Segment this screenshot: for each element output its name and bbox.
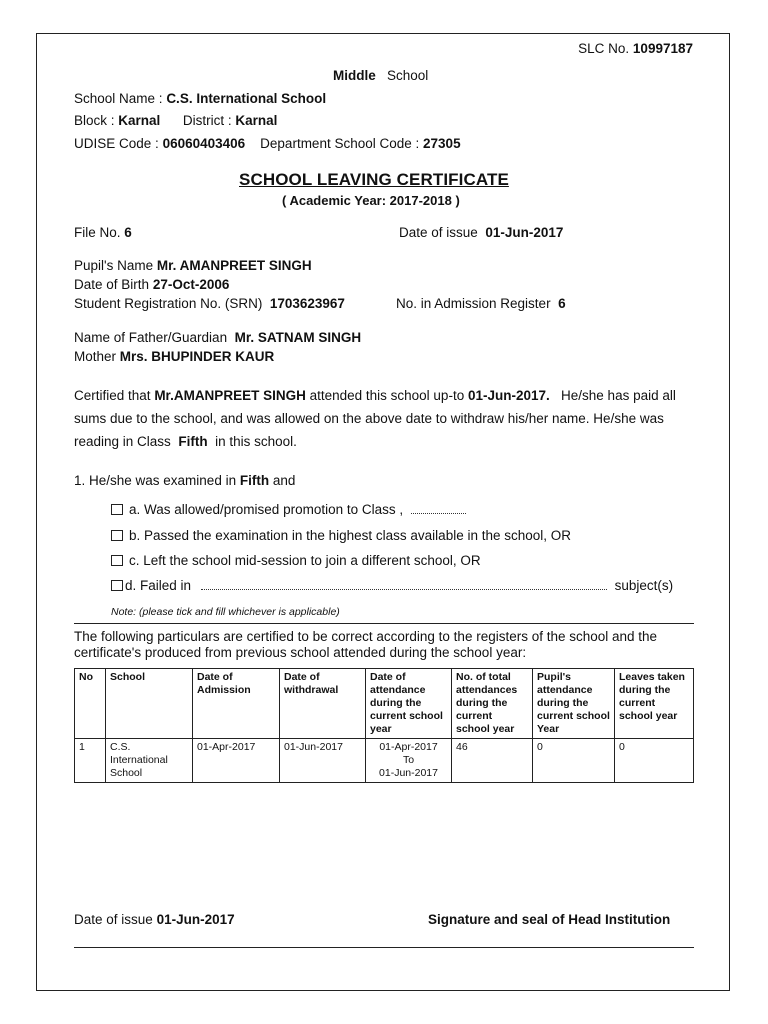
header-no: No: [75, 669, 106, 739]
father-name: Name of Father/Guardian Mr. SATNAM SINGH: [74, 330, 362, 345]
issue-date-bottom: Date of issue 01-Jun-2017: [74, 912, 235, 927]
exam-line: 1. He/she was examined in Fifth and: [74, 473, 296, 488]
pupil-name: Pupil's Name Mr. AMANPREET SINGH: [74, 258, 312, 273]
table-header-row: [75, 669, 694, 739]
option-b: b. Passed the examination in the highest class available in the school, OR: [111, 528, 571, 544]
option-c: c. Left the school mid-session to join a different school, OR: [111, 553, 481, 569]
option-a-checkbox[interactable]: [111, 504, 123, 515]
tick-note: Note: (please tick and fill whichever is applicable): [111, 606, 340, 618]
attendance-to: 01-Jun-2017: [379, 767, 438, 779]
promotion-class-blank[interactable]: [411, 504, 466, 514]
cell-attendance-dates: [366, 739, 452, 783]
certificate-title: SCHOOL LEAVING CERTIFICATE: [239, 170, 509, 189]
issue-date-top: Date of issue 01-Jun-2017: [399, 225, 564, 240]
header-withdrawal: Date of withdrawal: [280, 669, 366, 739]
option-d: d. Failed in subject(s): [111, 578, 673, 594]
option-d-checkbox[interactable]: [111, 580, 123, 591]
header-total-attendances: No. of total attendances during the current school year: [452, 669, 533, 739]
srn-line: Student Registration No. (SRN) 1703623967: [74, 296, 345, 311]
certificate-page: [36, 33, 730, 991]
cell-no: 1: [75, 739, 106, 783]
footer-divider: [74, 947, 694, 948]
school-level: Middle School: [333, 68, 429, 83]
cell-school: C.S. International School: [106, 739, 193, 783]
particulars-intro: The following particulars are certified to be correct according to the registers of the school and the certificate's produced from previous school attended during the school year:: [74, 629, 658, 660]
option-a: a. Was allowed/promised promotion to Class ,: [111, 502, 466, 518]
particulars-table: [74, 668, 694, 783]
attendance-to-word: To: [402, 754, 415, 766]
admission-register: No. in Admission Register 6: [396, 296, 566, 311]
cell-leaves: 0: [615, 739, 694, 783]
file-number: File No. 6: [74, 225, 132, 240]
signature-label: Signature and seal of Head Institution: [428, 912, 671, 927]
mother-name: Mother Mrs. BHUPINDER KAUR: [74, 349, 275, 364]
header-admission: Date of Admission: [193, 669, 280, 739]
header-pupil-attendance: Pupil's attendance during the current school Year: [533, 669, 615, 739]
failed-subjects-blank[interactable]: [201, 580, 607, 590]
cell-withdrawal: 01-Jun-2017: [280, 739, 366, 783]
option-c-checkbox[interactable]: [111, 555, 123, 566]
header-leaves: Leaves taken during the current school year: [615, 669, 694, 739]
header-school: School: [106, 669, 193, 739]
section-divider: [74, 623, 694, 624]
academic-year: ( Academic Year: 2017-2018 ): [282, 193, 460, 208]
option-b-checkbox[interactable]: [111, 530, 123, 541]
date-of-birth: Date of Birth 27-Oct-2006: [74, 277, 230, 292]
certification-paragraph: Certified that Mr.AMANPREET SINGH attended this school up-to 01-Jun-2017. He/she has paid all sums due to the school, and was allowed on the above date to withdraw his/her name. He/she was reading in Class Fifth in this school.: [74, 388, 676, 449]
cell-admission: 01-Apr-2017: [193, 739, 280, 783]
school-name-line: School Name : C.S. International School: [74, 91, 327, 106]
cell-pupil-attendance: 0: [533, 739, 615, 783]
attendance-from: 01-Apr-2017: [379, 741, 438, 753]
slc-number: SLC No. 10997187: [578, 41, 693, 56]
header-attendance-dates: Date of attendance during the current school year: [366, 669, 452, 739]
udise-line: UDISE Code : 06060403406 Department School Code : 27305: [74, 136, 461, 151]
cell-total-attendances: 46: [452, 739, 533, 783]
block-district-line: Block : Karnal District : Karnal: [74, 113, 278, 128]
table-row: [75, 739, 694, 783]
